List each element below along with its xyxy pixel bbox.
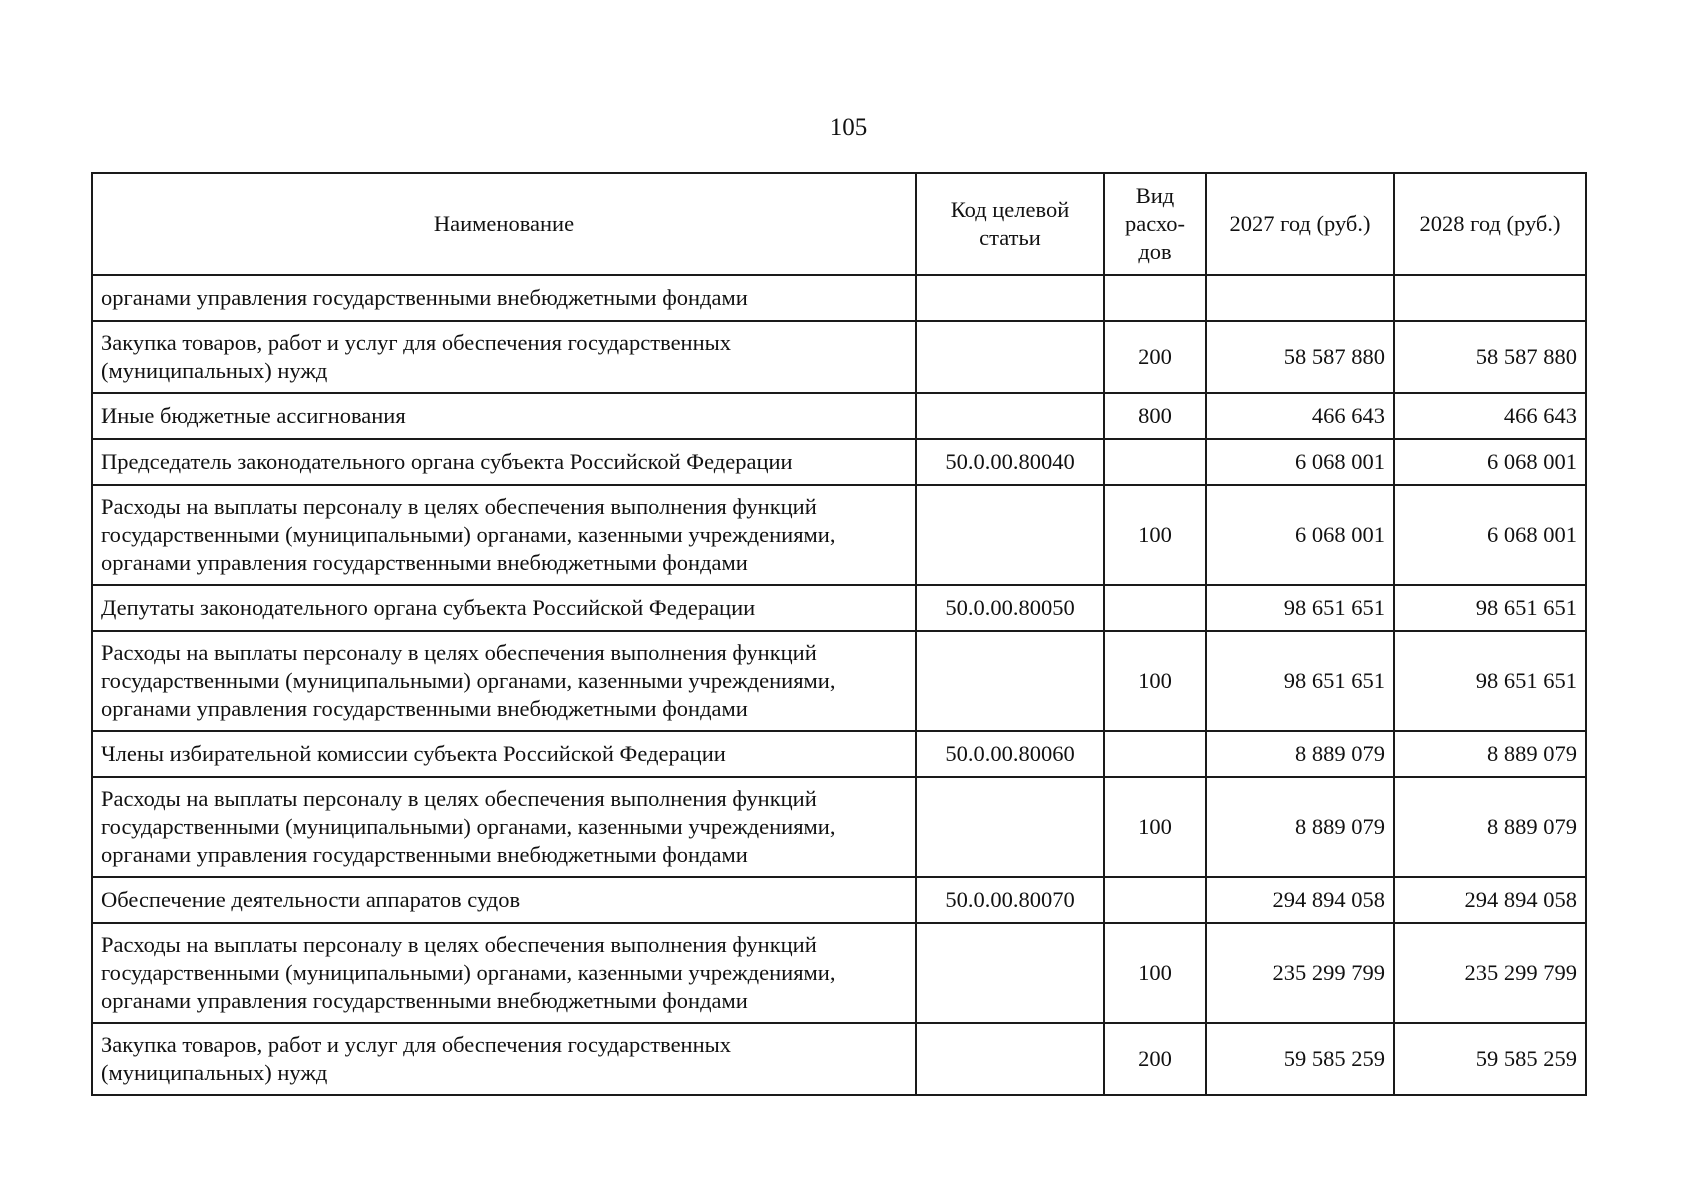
budget-table: [91, 172, 1587, 1096]
row-code: 50.0.00.80050: [916, 585, 1104, 631]
row-2027: 466 643: [1206, 393, 1394, 439]
table-row: [92, 631, 1586, 731]
row-2028: 6 068 001: [1394, 485, 1586, 585]
header-name: Наименование: [92, 173, 916, 275]
row-name: Закупка товаров, работ и услуг для обеспечения государственных (муниципальных) нужд: [92, 1023, 916, 1095]
row-type: 100: [1104, 631, 1206, 731]
table-row: [92, 923, 1586, 1023]
row-type: [1104, 585, 1206, 631]
row-2028: 98 651 651: [1394, 631, 1586, 731]
row-2027: [1206, 275, 1394, 321]
row-name: Закупка товаров, работ и услуг для обеспечения государственных (муниципальных) нужд: [92, 321, 916, 393]
row-name: Расходы на выплаты персоналу в целях обеспечения выполнения функций государственными (муниципальными) органами, казенными учреждениями, органами управления государственными внебюджетными фондами: [92, 631, 916, 731]
row-2028: 8 889 079: [1394, 777, 1586, 877]
row-name: Обеспечение деятельности аппаратов судов: [92, 877, 916, 923]
row-2027: 58 587 880: [1206, 321, 1394, 393]
row-type: 200: [1104, 1023, 1206, 1095]
row-type: 100: [1104, 777, 1206, 877]
page-number: 105: [829, 114, 868, 141]
row-name: Расходы на выплаты персоналу в целях обеспечения выполнения функций государственными (муниципальными) органами, казенными учреждениями, органами управления государственными внебюджетными фондами: [92, 777, 916, 877]
row-2028: 98 651 651: [1394, 585, 1586, 631]
row-type: 100: [1104, 485, 1206, 585]
row-2028: 235 299 799: [1394, 923, 1586, 1023]
row-2027: 98 651 651: [1206, 585, 1394, 631]
row-2028: 58 587 880: [1394, 321, 1586, 393]
row-name: Расходы на выплаты персоналу в целях обеспечения выполнения функций государственными (муниципальными) органами, казенными учреждениями, органами управления государственными внебюджетными фондами: [92, 923, 916, 1023]
row-type: [1104, 275, 1206, 321]
row-code: [916, 631, 1104, 731]
row-type: [1104, 877, 1206, 923]
table-header-row: [92, 173, 1586, 275]
row-code: 50.0.00.80060: [916, 731, 1104, 777]
row-name: органами управления государственными внебюджетными фондами: [92, 275, 916, 321]
row-code: 50.0.00.80070: [916, 877, 1104, 923]
row-2027: 98 651 651: [1206, 631, 1394, 731]
row-type: [1104, 731, 1206, 777]
row-2028: 59 585 259: [1394, 1023, 1586, 1095]
row-code: [916, 393, 1104, 439]
table-row: [92, 321, 1586, 393]
row-name: Председатель законодательного органа субъекта Российской Федерации: [92, 439, 916, 485]
row-2027: 59 585 259: [1206, 1023, 1394, 1095]
table-row: [92, 777, 1586, 877]
row-type: 800: [1104, 393, 1206, 439]
row-name: Иные бюджетные ассигнования: [92, 393, 916, 439]
row-2027: 8 889 079: [1206, 731, 1394, 777]
table-row: [92, 275, 1586, 321]
row-2027: 8 889 079: [1206, 777, 1394, 877]
row-type: 200: [1104, 321, 1206, 393]
header-type: Вид расхо-дов: [1104, 173, 1206, 275]
row-2028: 8 889 079: [1394, 731, 1586, 777]
row-2027: 294 894 058: [1206, 877, 1394, 923]
table-row: [92, 877, 1586, 923]
row-code: [916, 485, 1104, 585]
row-type: 100: [1104, 923, 1206, 1023]
row-code: 50.0.00.80040: [916, 439, 1104, 485]
header-code: Код целевой статьи: [916, 173, 1104, 275]
row-type: [1104, 439, 1206, 485]
row-name: Члены избирательной комиссии субъекта Российской Федерации: [92, 731, 916, 777]
header-2028: 2028 год (руб.): [1394, 173, 1586, 275]
row-code: [916, 1023, 1104, 1095]
row-2028: [1394, 275, 1586, 321]
row-2028: 6 068 001: [1394, 439, 1586, 485]
row-name: Расходы на выплаты персоналу в целях обеспечения выполнения функций государственными (муниципальными) органами, казенными учреждениями, органами управления государственными внебюджетными фондами: [92, 485, 916, 585]
row-code: [916, 275, 1104, 321]
header-2027: 2027 год (руб.): [1206, 173, 1394, 275]
row-code: [916, 321, 1104, 393]
row-code: [916, 777, 1104, 877]
row-2027: 6 068 001: [1206, 439, 1394, 485]
table-row: [92, 585, 1586, 631]
table-row: [92, 393, 1586, 439]
table-row: [92, 485, 1586, 585]
row-code: [916, 923, 1104, 1023]
table-row: [92, 731, 1586, 777]
row-2028: 466 643: [1394, 393, 1586, 439]
row-name: Депутаты законодательного органа субъекта Российской Федерации: [92, 585, 916, 631]
table-row: [92, 439, 1586, 485]
table-row: [92, 1023, 1586, 1095]
row-2028: 294 894 058: [1394, 877, 1586, 923]
row-2027: 235 299 799: [1206, 923, 1394, 1023]
row-2027: 6 068 001: [1206, 485, 1394, 585]
